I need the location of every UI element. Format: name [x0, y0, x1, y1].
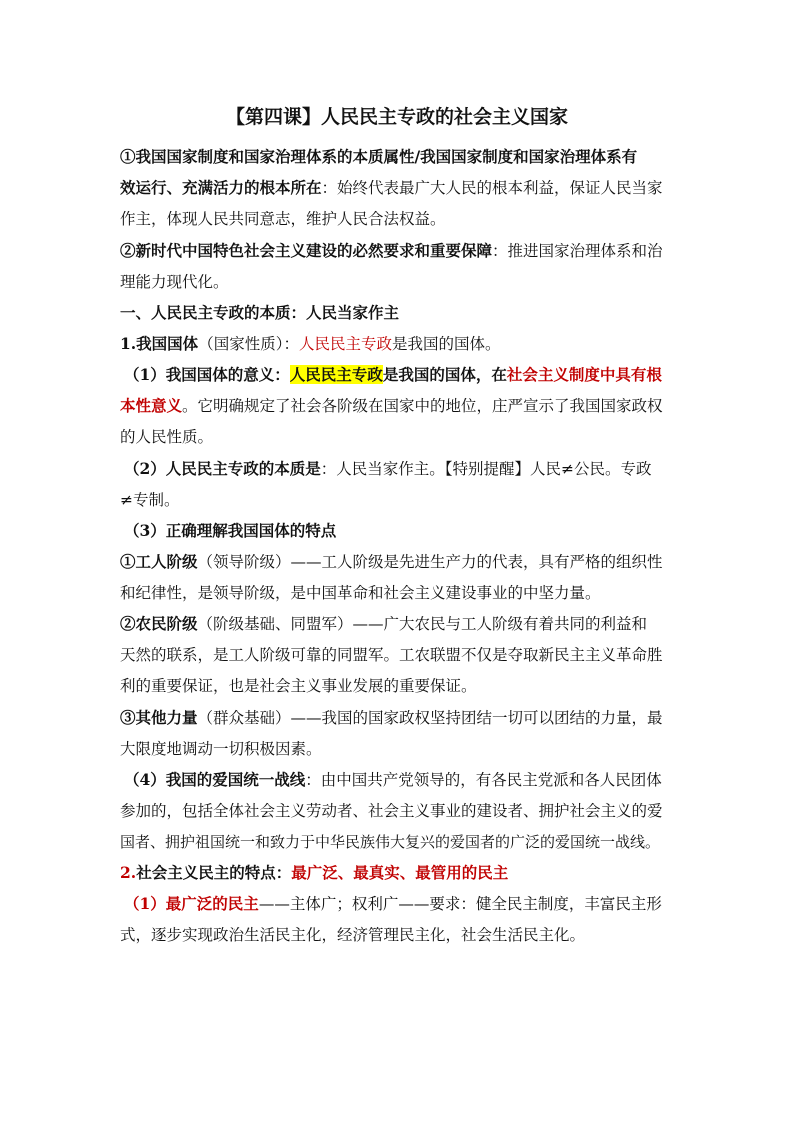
item-2-num: 2.	[120, 863, 137, 882]
sub-1-mid: 是我国的国体，在	[382, 365, 507, 384]
item-1-bold: 1.我国国体	[120, 334, 199, 353]
item-2-red: 最广泛、最真实、最管用的民主	[291, 863, 509, 882]
sub-2-line-2: ≠专制。	[120, 491, 180, 509]
sub-5-line-1	[124, 893, 662, 915]
sub-1-line-3: 的人民性质。	[120, 428, 214, 446]
feature-1-text: （领导阶级）——工人阶级是先进生产力的代表，具有严格的组织性	[197, 553, 663, 571]
page-title: 【第四课】人民民主专政的社会主义国家	[225, 106, 568, 128]
p1-text: ：始终代表最广大人民的根本利益，保证人民当家	[321, 179, 663, 197]
p2-text: ：推进国家治理体系和治	[492, 242, 663, 260]
sub-2-text: ：人民当家作主。【特别提醒】人民≠公民。专政	[320, 460, 652, 478]
sub-5-text: ——主体广；权利广——要求：健全民主制度，丰富民主形	[258, 895, 662, 913]
p1-line-3: 作主，体现人民共同意志，维护人民合法权益。	[120, 210, 446, 228]
p1-line-1: ①我国国家制度和国家治理体系的本质属性/我国国家制度和国家治理体系有	[120, 147, 638, 166]
sub-4-line-2: 参加的，包括全体社会主义劳动者、社会主义事业的建设者、拥护社会主义的爱	[120, 802, 663, 820]
sub-1-line-1	[124, 364, 662, 386]
feature-3-text: （群众基础）——我国的国家政权坚持团结一切可以团结的力量，最	[197, 709, 663, 727]
feature-3-bold: ③其他力量	[120, 708, 198, 727]
sub-1-red: 社会主义制度中具有根	[506, 365, 662, 384]
sub-4-line-3: 国者、拥护祖国统一和致力于中华民族伟大复兴的爱国者的广泛的爱国统一战线。	[120, 833, 661, 851]
p1-line-2	[120, 177, 663, 199]
p1-bold: 效运行、充满活力的根本所在	[120, 178, 322, 197]
sub-5-red: 最广泛的民主	[165, 894, 259, 913]
sub-1-highlight: 人民民主专政	[289, 365, 383, 384]
sub-2-bold: （2）人民民主专政的本质是	[124, 459, 321, 478]
item-2	[120, 862, 508, 884]
item-1	[120, 333, 500, 355]
feature-3-line-1	[120, 707, 663, 729]
p2-bold: ②新时代中国特色社会主义建设的必然要求和重要保障	[120, 241, 493, 260]
feature-2-line-1	[120, 613, 647, 635]
feature-2-line-3: 利的重要保证，也是社会主义事业发展的重要保证。	[120, 677, 477, 695]
feature-1-bold: ①工人阶级	[120, 552, 198, 571]
sub-1-text: 。它明确规定了社会各阶级在国家中的地位，庄严宣示了我国国家政权	[182, 397, 663, 415]
item-1-tail: 是我国的国体。	[391, 335, 501, 353]
item-1-red: 人民民主专政	[298, 335, 392, 353]
item-1-paren: （国家性质）：	[198, 335, 299, 353]
feature-2-line-2: 天然的联系，是工人阶级可靠的同盟军。工农联盟不仅是夺取新民主主义革命胜	[120, 646, 663, 664]
feature-3-line-2: 大限度地调动一切积极因素。	[120, 740, 322, 758]
sub-3-heading: （3）正确理解我国国体的特点	[124, 521, 337, 540]
feature-2-bold: ②农民阶级	[120, 614, 198, 633]
sub-1-num: （1）我国国体的意义：	[124, 365, 290, 384]
sub-4-text: ：由中国共产党领导的，有各民主党派和各人民团体	[305, 771, 662, 789]
p2-line-2: 理能力现代化。	[120, 273, 229, 291]
feature-1-line-1	[120, 551, 663, 573]
item-2-bold: 社会主义民主的特点：	[136, 863, 292, 882]
feature-1-line-2: 和纪律性，是领导阶级，是中国革命和社会主义建设事业的中坚力量。	[120, 584, 601, 602]
p2-line-1	[120, 240, 663, 262]
sub-5-line-2: 式，逐步实现政治生活民主化，经济管理民主化，社会生活民主化。	[120, 926, 586, 944]
sub-2-line-1	[124, 458, 652, 480]
section-heading-1: 一、人民民主专政的本质：人民当家作主	[120, 303, 400, 322]
sub-5-num: （1）	[124, 894, 166, 913]
feature-2-text: （阶级基础、同盟军）——广大农民与工人阶级有着共同的利益和	[197, 615, 648, 633]
sub-1-line-2	[120, 395, 663, 417]
sub-4-bold: （4）我国的爱国统一战线	[124, 770, 306, 789]
sub-4-line-1	[124, 769, 662, 791]
sub-1-red-2: 本性意义	[120, 396, 183, 415]
